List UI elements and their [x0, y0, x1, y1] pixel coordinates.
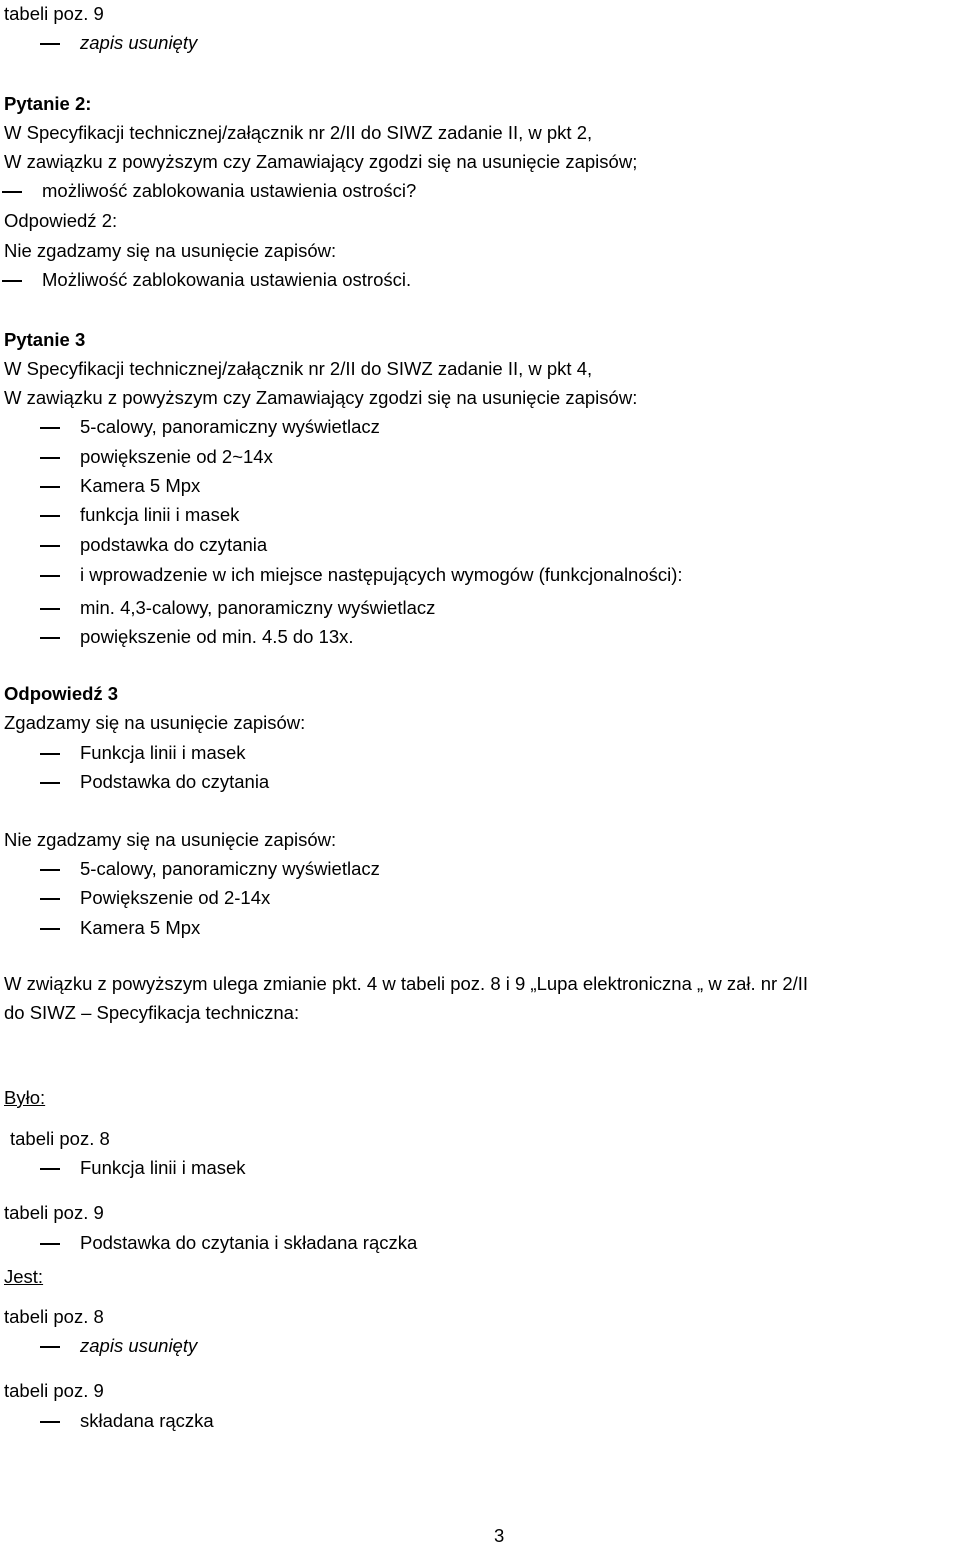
- question-3-line2: W zawiązku z powyższym czy Zamawiający zgodzi się na usunięcie zapisów:: [4, 387, 638, 408]
- answer-3-agree-bullet: Podstawka do czytania: [80, 771, 270, 792]
- question-2-heading: Pytanie 2:: [4, 93, 92, 114]
- jest-pos8-item: zapis usunięty: [80, 1335, 198, 1356]
- question-2-line1: W Specyfikacji technicznej/załącznik nr 2/II do SIWZ zadanie II, w pkt 2,: [4, 122, 593, 143]
- answer-3-disagree-text: Nie zgadzamy się na usunięcie zapisów:: [4, 829, 337, 850]
- question-3-bullet: funkcja linii i masek: [80, 504, 240, 525]
- bylo-label: Było:: [4, 1087, 46, 1108]
- answer-3-disagree-bullet: Kamera 5 Mpx: [80, 917, 201, 938]
- answer-2-text: Nie zgadzamy się na usunięcie zapisów:: [4, 240, 337, 261]
- answer-3-disagree-bullet: 5-calowy, panoramiczny wyświetlacz: [80, 858, 380, 879]
- bylo-pos8-label: tabeli poz. 8: [10, 1128, 110, 1149]
- tabela-label: tabeli poz. 9: [4, 3, 104, 24]
- jest-pos9-item: składana rączka: [80, 1410, 214, 1431]
- question-3-bullet: 5-calowy, panoramiczny wyświetlacz: [80, 416, 380, 437]
- question-2-line2: W zawiązku z powyższym czy Zamawiający zgodzi się na usunięcie zapisów;: [4, 151, 638, 172]
- answer-3-disagree-bullet: Powiększenie od 2-14x: [80, 887, 271, 908]
- question-2-bullet: możliwość zablokowania ustawienia ostrości?: [42, 180, 417, 201]
- change-note-line1: W związku z powyższym ulega zmianie pkt. 4 w tabeli poz. 8 i 9 „Lupa elektroniczna „ w zał. nr 2/II: [4, 973, 809, 994]
- jest-pos8-label: tabeli poz. 8: [4, 1306, 104, 1327]
- change-note-line2: do SIWZ – Specyfikacja techniczna:: [4, 1002, 300, 1023]
- question-3-bullet: min. 4,3-calowy, panoramiczny wyświetlacz: [80, 597, 436, 618]
- question-3-bullet: powiększenie od 2~14x: [80, 446, 273, 467]
- answer-3-agree-text: Zgadzamy się na usunięcie zapisów:: [4, 712, 306, 733]
- jest-label: Jest:: [4, 1266, 44, 1287]
- answer-3-heading: Odpowiedź 3: [4, 683, 119, 704]
- question-3-heading: Pytanie 3: [4, 329, 86, 350]
- bylo-pos9-item: Podstawka do czytania i składana rączka: [80, 1232, 418, 1253]
- question-3-bullet: Kamera 5 Mpx: [80, 475, 201, 496]
- page-number: 3: [494, 1525, 505, 1546]
- bylo-pos9-label: tabeli poz. 9: [4, 1202, 104, 1223]
- zapis-usuniety: zapis usunięty: [80, 32, 198, 53]
- question-3-line1: W Specyfikacji technicznej/załącznik nr 2/II do SIWZ zadanie II, w pkt 4,: [4, 358, 593, 379]
- answer-2-bullet: Możliwość zablokowania ustawienia ostrości.: [42, 269, 412, 290]
- question-3-bullet: powiększenie od min. 4.5 do 13x.: [80, 626, 354, 647]
- question-3-bullet: i wprowadzenie w ich miejsce następujących wymogów (funkcjonalności):: [80, 564, 683, 585]
- jest-pos9-label: tabeli poz. 9: [4, 1380, 104, 1401]
- question-3-bullet: podstawka do czytania: [80, 534, 268, 555]
- answer-2-heading: Odpowiedź 2:: [4, 210, 118, 231]
- bylo-pos8-item: Funkcja linii i masek: [80, 1157, 246, 1178]
- answer-3-agree-bullet: Funkcja linii i masek: [80, 742, 246, 763]
